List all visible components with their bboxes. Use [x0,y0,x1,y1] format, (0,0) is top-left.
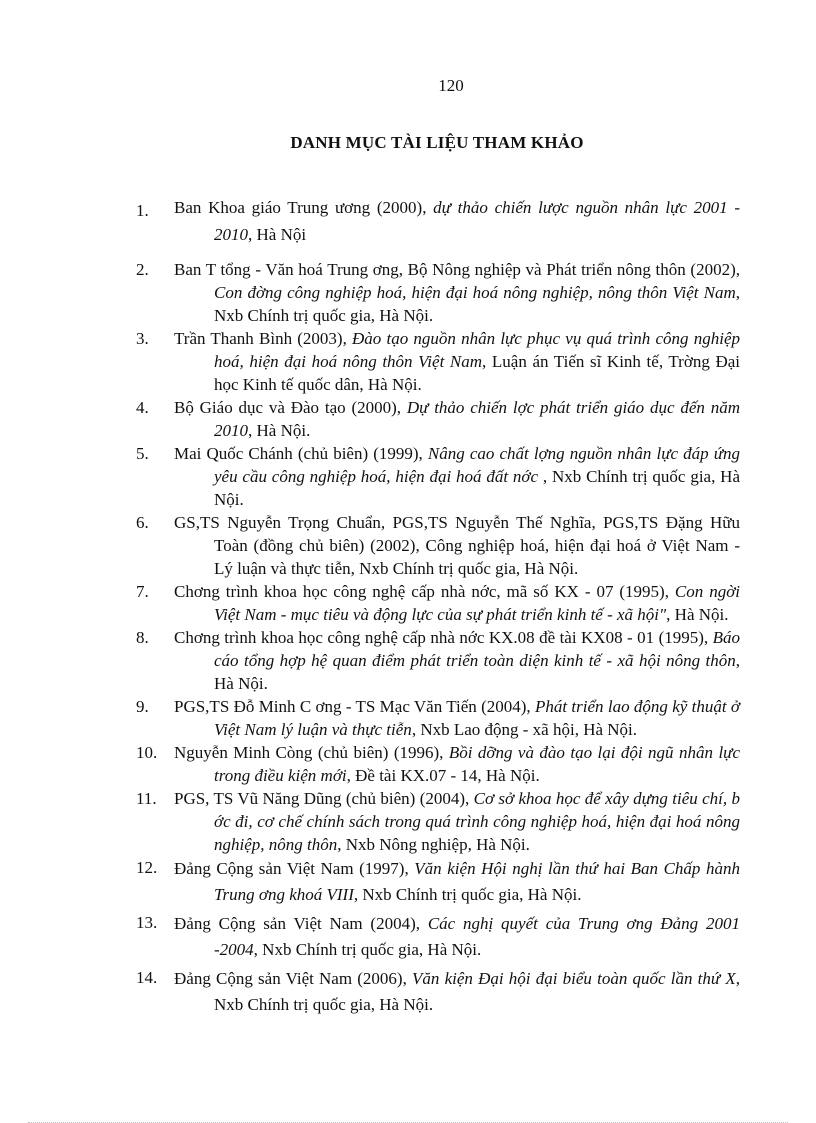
reference-item [136,396,740,442]
reference-text: Mai Quốc Chánh (chủ biên) (1999), Nâng cao chất lợng nguồn nhân lực đáp ứng yêu cầu công nghiệp hoá, hiện đại hoá đất nớc , Nxb Chính trị quốc gia, Hà Nội. [174,444,740,509]
reference-number: 12. [136,858,158,877]
reference-number: 2. [136,260,149,279]
reference-text: Đảng Cộng sản Việt Nam (2004), Các nghị quyết của Trung ơng Đảng 2001 -2004, Nxb Chính trị quốc gia, Hà Nội. [174,914,740,959]
reference-item [136,511,740,580]
reference-text: GS,TS Nguyễn Trọng Chuẩn, PGS,TS Nguyễn Thế Nghĩa, PGS,TS Đặng Hữu Toàn (đồng chủ biên) (2002), Công nghiệp hoá, hiện đại hoá ở Việt Nam - Lý luận và thực tiễn, Nxb Chính trị quốc gia, Hà Nội. [174,513,740,578]
page-number: 120 [438,76,464,95]
reference-number: 5. [136,444,149,463]
reference-text: Chơng trình khoa học công nghệ cấp nhà nớc KX.08 đề tài KX08 - 01 (1995), Báo cáo tổng hợp hệ quan điểm phát triển toàn diện kinh tế - xã hội nông thôn, Hà Nội. [174,628,740,693]
reference-item [136,327,740,396]
reference-text: Ban Khoa giáo Trung ương (2000), dự thảo chiến lược nguồn nhân lực 2001 - 2010, Hà Nội [174,198,740,244]
reference-text: Đảng Cộng sản Việt Nam (1997), Văn kiện Hội nghị lần thứ hai Ban Chấp hành Trung ơng khoá VIII, Nxb Chính trị quốc gia, Hà Nội. [174,859,740,904]
reference-number: 10. [136,743,158,762]
reference-number: 6. [136,513,149,532]
reference-number: 1. [136,201,149,220]
reference-number: 13. [136,913,158,932]
page-title: DANH MỤC TÀI LIỆU THAM KHẢO [290,133,584,152]
reference-number: 3. [136,329,149,348]
reference-text: Đảng Cộng sản Việt Nam (2006), Văn kiện Đại hội đại biểu toàn quốc lần thứ X, Nxb Chính trị quốc gia, Hà Nội. [174,969,740,1014]
reference-text: Bộ Giáo dục và Đào tạo (2000), Dự thảo chiến lợc phát triển giáo dục đến năm 2010, Hà Nội. [174,398,740,440]
reference-text: Trần Thanh Bình (2003), Đào tạo nguồn nhân lực phục vụ quá trình công nghiệp hoá, hiện đại hoá nông thôn Việt Nam, Luận án Tiến sĩ Kinh tế, Trờng Đại học Kinh tế quốc dân, Hà Nội. [174,329,740,394]
reference-number: 11. [136,789,157,808]
reference-number: 14. [136,968,158,987]
reference-text: Ban T tổng - Văn hoá Trung ơng, Bộ Nông nghiệp và Phát triển nông thôn (2002), Con đờng công nghiệp hoá, hiện đại hoá nông nghiệp, nông thôn Việt Nam, Nxb Chính trị quốc gia, Hà Nội. [174,260,740,325]
reference-item [136,194,740,248]
reference-number: 7. [136,582,149,601]
reference-item [136,966,740,1018]
reference-item [136,626,740,695]
reference-item [136,695,740,741]
reference-item [136,258,740,327]
reference-text: PGS,TS Đỗ Minh C ơng - TS Mạc Văn Tiến (2004), Phát triển lao động kỹ thuật ở Việt Nam lý luận và thực tiễn, Nxb Lao động - xã hội, Hà Nội. [174,697,740,739]
reference-text: Chơng trình khoa học công nghệ cấp nhà nớc, mã số KX - 07 (1995), Con ngời Việt Nam - mục tiêu và động lực của sự phát triển kinh tế - xã hội", Hà Nội. [174,582,740,624]
reference-text: Nguyễn Minh Còng (chủ biên) (1996), Bồi dỡng và đào tạo lại đội ngũ nhân lực trong điều kiện mới, Đề tài KX.07 - 14, Hà Nội. [174,743,740,785]
reference-number: 4. [136,398,149,417]
reference-item [136,787,740,856]
reference-text: PGS, TS Vũ Năng Dũng (chủ biên) (2004), Cơ sở khoa học để xây dựng tiêu chí, b ớc đi, cơ chế chính sách trong quá trình công nghiệp hoá, hiện đại hoá nông nghiệp, nông thôn, Nxb Nông nghiệp, Hà Nội. [174,789,741,854]
reference-item [136,580,740,626]
reference-number: 8. [136,628,149,647]
reference-number: 9. [136,697,149,716]
reference-item [136,442,740,511]
reference-list [136,190,740,1018]
reference-item [136,741,740,787]
reference-item [136,856,740,908]
reference-item [136,911,740,963]
